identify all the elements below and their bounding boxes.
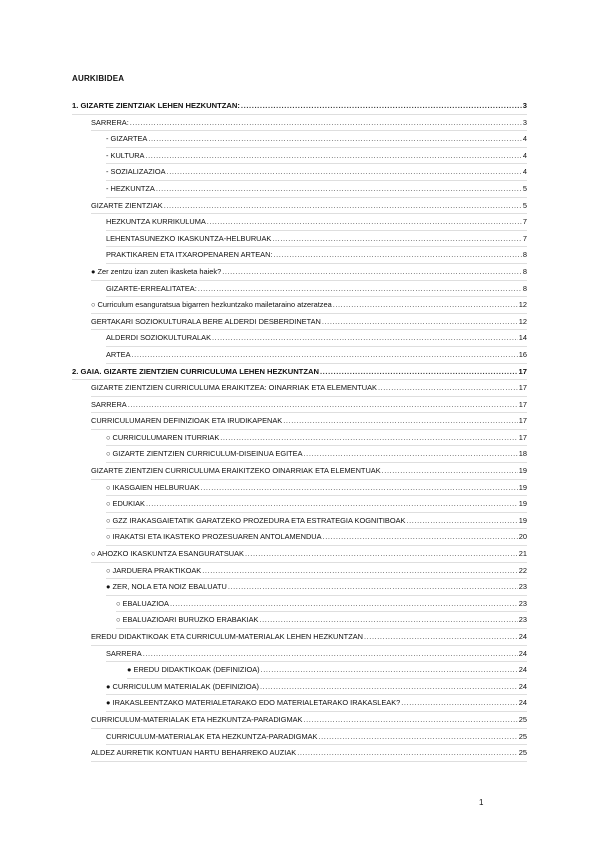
toc-dot-leader — [283, 413, 518, 430]
toc-entry-title: ● CURRICULUM MATERIALAK (DEFINIZIOA) — [106, 681, 259, 691]
toc-entry-page: 3 — [522, 101, 527, 110]
toc-dot-leader — [382, 463, 518, 480]
toc-entry[interactable] — [106, 529, 527, 546]
toc-dot-leader — [146, 496, 518, 513]
toc-entry-page: 7 — [522, 233, 527, 243]
toc-entry-page: 19 — [518, 466, 527, 476]
toc-entry[interactable] — [106, 729, 527, 746]
toc-entry[interactable] — [91, 198, 527, 215]
toc-entry-page: 24 — [518, 698, 527, 708]
toc-entry-page: 23 — [518, 598, 527, 608]
toc-entry-title: HEZKUNTZA KURRIKULUMA — [106, 217, 206, 227]
toc-entry-title: ○ EDUKIAK — [106, 499, 145, 509]
toc-entry-page: 3 — [522, 117, 527, 127]
toc-entry-page: 17 — [518, 399, 527, 409]
toc-entry-page: 17 — [518, 432, 527, 442]
toc-entry-title: 2. GAIA. GIZARTE ZIENTZIEN CURRICULUMA LEHEN HEZKUNTZAN — [72, 366, 319, 376]
toc-dot-leader — [228, 579, 518, 596]
toc-entry-title: ○ IKASGAIEN HELBURUAK — [106, 482, 200, 492]
toc-entry[interactable] — [106, 579, 527, 596]
toc-entry-page: 4 — [522, 150, 527, 160]
toc-dot-leader — [167, 164, 522, 181]
toc-entry-title: ● IRAKASLEENTZAKO MATERIALETARAKO EDO MATERIALETARAKO IRAKASLEAK? — [106, 698, 401, 708]
toc-entry-page: 17 — [518, 366, 527, 376]
toc-dot-leader — [323, 529, 518, 546]
toc-entry[interactable] — [106, 330, 527, 347]
toc-entry-page: 5 — [522, 200, 527, 210]
toc-entry[interactable] — [72, 98, 527, 115]
toc-dot-leader — [318, 729, 517, 746]
toc-entry-title: GIZARTE ZIENTZIAK — [91, 200, 163, 210]
toc-entry-title: EREDU DIDAKTIKOAK ETA CURRICULUM-MATERIALAK LEHEN HEZKUNTZAN — [91, 632, 363, 641]
toc-dot-leader — [378, 380, 518, 397]
toc-entry-title: LEHENTASUNEZKO IKASKUNTZA-HELBURUAK — [106, 233, 272, 243]
toc-entry[interactable] — [91, 314, 527, 331]
toc-dot-leader — [272, 231, 522, 248]
toc-entry[interactable] — [127, 662, 527, 679]
toc-entry-title: ALDERDI SOZIOKULTURALAK — [106, 333, 211, 343]
toc-dot-leader — [304, 446, 518, 463]
page-number: 1 — [479, 798, 484, 807]
toc-entry[interactable] — [106, 480, 527, 497]
toc-entry-page: 18 — [518, 449, 527, 459]
toc-dot-leader — [130, 115, 522, 132]
toc-entry[interactable] — [106, 430, 527, 447]
toc-entry[interactable] — [116, 596, 527, 613]
toc-entry-title: ● EREDU DIDAKTIKOAK (DEFINIZIOA) — [127, 665, 260, 675]
toc-title: AURKIBIDEA — [72, 74, 125, 83]
toc-entry-page: 17 — [518, 416, 527, 426]
toc-entry[interactable] — [106, 646, 527, 663]
toc-entry[interactable] — [91, 397, 527, 414]
toc-dot-leader — [401, 695, 517, 712]
toc-entry[interactable] — [106, 181, 527, 198]
toc-entry-title: ○ EBALUAZIOA — [116, 598, 169, 608]
table-of-contents — [0, 98, 600, 762]
toc-dot-leader — [245, 546, 518, 563]
toc-entry-page: 12 — [518, 300, 527, 310]
toc-entry-page: 8 — [522, 266, 527, 276]
toc-dot-leader — [320, 364, 518, 381]
toc-entry-title: - GIZARTEA — [106, 134, 148, 144]
toc-dot-leader — [202, 563, 518, 580]
toc-entry[interactable] — [91, 115, 527, 132]
toc-entry-title: SARRERA — [91, 399, 127, 409]
toc-dot-leader — [260, 679, 518, 696]
toc-entry-page: 21 — [518, 549, 527, 559]
toc-entry-title: ● ZER, NOLA ETA NOIZ EBALUATU — [106, 582, 227, 592]
toc-entry-page: 14 — [518, 333, 527, 343]
toc-entry-title: ○ EBALUAZIOARI BURUZKO ERABAKIAK — [116, 615, 259, 625]
toc-entry-page: 7 — [522, 217, 527, 227]
toc-entry[interactable] — [116, 612, 527, 629]
toc-entry-title: ARTEA — [106, 349, 131, 359]
toc-dot-leader — [148, 131, 522, 148]
toc-entry[interactable] — [106, 131, 527, 148]
toc-entry[interactable] — [106, 148, 527, 165]
toc-entry[interactable] — [91, 463, 527, 480]
toc-entry[interactable] — [106, 679, 527, 696]
toc-entry-page: 12 — [518, 316, 527, 326]
toc-dot-leader — [241, 98, 522, 115]
toc-entry-page: 25 — [518, 714, 527, 724]
toc-entry[interactable] — [106, 513, 527, 530]
toc-dot-leader — [364, 629, 518, 646]
toc-entry[interactable] — [106, 347, 527, 364]
toc-entry-page: 19 — [518, 499, 527, 509]
toc-dot-leader — [170, 596, 518, 613]
toc-entry-page: 23 — [518, 582, 527, 592]
toc-entry-title: CURRICULUMAREN DEFINIZIOAK ETA IRUDIKAPENAK — [91, 416, 283, 426]
toc-entry-title: ○ CURRICULUMAREN ITURRIAK — [106, 432, 220, 442]
toc-dot-leader — [145, 148, 521, 165]
toc-entry-title: GERTAKARI SOZIOKULTURALA BERE ALDERDI DESBERDINETAN — [91, 316, 321, 326]
toc-dot-leader — [333, 297, 518, 314]
toc-entry[interactable] — [106, 164, 527, 181]
toc-entry-title: - KULTURA — [106, 150, 145, 160]
toc-entry-page: 4 — [522, 134, 527, 144]
toc-entry-title: SARRERA: — [91, 117, 129, 127]
toc-entry-title: SARRERA — [106, 648, 142, 658]
toc-dot-leader — [212, 330, 518, 347]
toc-entry-page: 24 — [518, 681, 527, 691]
toc-entry[interactable] — [91, 745, 527, 762]
toc-dot-leader — [273, 247, 521, 264]
toc-entry[interactable] — [106, 496, 527, 513]
toc-entry-title: GIZARTE ZIENTZIEN CURRICULUMA ERAIKITZEA: OINARRIAK ETA ELEMENTUAK — [91, 383, 377, 393]
toc-dot-leader — [261, 662, 518, 679]
toc-dot-leader — [207, 214, 522, 231]
toc-entry-title: GIZARTE-ERREALITATEA: — [106, 283, 197, 293]
toc-entry-title: - HEZKUNTZA — [106, 183, 155, 193]
toc-dot-leader — [303, 712, 517, 729]
toc-entry-title: ● Zer zentzu izan zuten ikasketa haiek? — [91, 266, 222, 276]
toc-dot-leader — [198, 281, 522, 298]
toc-entry-page: 17 — [518, 383, 527, 393]
toc-entry-page: 5 — [522, 183, 527, 193]
toc-entry[interactable] — [106, 214, 527, 231]
toc-entry[interactable] — [91, 413, 527, 430]
toc-entry[interactable] — [91, 264, 527, 281]
toc-entry-page: 16 — [518, 349, 527, 359]
toc-entry-title: ○ GIZARTE ZIENTZIEN CURRICULUM-DISEINUA EGITEA — [106, 449, 303, 459]
toc-entry-page: 19 — [518, 482, 527, 492]
toc-entry[interactable] — [106, 247, 527, 264]
toc-dot-leader — [201, 480, 518, 497]
toc-dot-leader — [164, 198, 522, 215]
toc-entry[interactable] — [91, 546, 527, 563]
toc-dot-leader — [132, 347, 518, 364]
toc-dot-leader — [156, 181, 522, 198]
toc-entry-title: ○ AHOZKO IKASKUNTZA ESANGURATSUAK — [91, 549, 244, 559]
toc-entry-page: 25 — [518, 731, 527, 741]
toc-dot-leader — [143, 646, 518, 663]
toc-entry-title: PRAKTIKAREN ETA ITXAROPENAREN ARTEAN: — [106, 250, 273, 260]
toc-entry-title: - SOZIALIZAZIOA — [106, 167, 166, 177]
toc-entry-page: 8 — [522, 283, 527, 293]
toc-entry-page: 22 — [518, 565, 527, 575]
toc-entry-page: 23 — [518, 615, 527, 625]
toc-dot-leader — [222, 264, 522, 281]
toc-entry[interactable] — [91, 380, 527, 397]
toc-entry-title: 1. GIZARTE ZIENTZIAK LEHEN HEZKUNTZAN: — [72, 101, 240, 110]
toc-entry-page: 19 — [518, 515, 527, 525]
toc-entry-page: 24 — [518, 665, 527, 675]
toc-dot-leader — [406, 513, 517, 530]
toc-entry-title: CURRICULUM-MATERIALAK ETA HEZKUNTZA-PARADIGMAK — [106, 731, 318, 741]
toc-dot-leader — [297, 745, 518, 762]
toc-entry-title: ○ Curriculum esanguratsua bigarren hezkuntzako mailetaraino atzeratzea — [91, 300, 332, 310]
toc-entry[interactable] — [91, 297, 527, 314]
toc-entry[interactable] — [106, 563, 527, 580]
toc-entry[interactable] — [106, 281, 527, 298]
toc-entry[interactable] — [91, 629, 527, 646]
toc-entry-page: 4 — [522, 167, 527, 177]
toc-dot-leader — [259, 612, 517, 629]
toc-entry-title: ○ GZZ IRAKASGAIETATIK GARATZEKO PROZEDURA ETA ESTRATEGIA KOGNITIBOAK — [106, 515, 406, 525]
toc-entry[interactable] — [72, 364, 527, 381]
toc-dot-leader — [220, 430, 517, 447]
toc-entry-page: 25 — [518, 748, 527, 758]
toc-entry-title: GIZARTE ZIENTZIEN CURRICULUMA ERAIKITZEKO OINARRIAK ETA ELEMENTUAK — [91, 466, 381, 476]
toc-entry-title: ALDEZ AURRETIK KONTUAN HARTU BEHARREKO AUZIAK — [91, 748, 297, 758]
toc-entry[interactable] — [106, 231, 527, 248]
toc-entry-title: CURRICULUM-MATERIALAK ETA HEZKUNTZA-PARADIGMAK — [91, 714, 303, 724]
toc-entry-page: 20 — [518, 532, 527, 542]
toc-entry-page: 24 — [518, 648, 527, 658]
toc-entry[interactable] — [91, 712, 527, 729]
toc-dot-leader — [128, 397, 518, 414]
toc-dot-leader — [322, 314, 518, 331]
toc-entry-page: 24 — [518, 632, 527, 641]
toc-entry[interactable] — [106, 446, 527, 463]
toc-entry-title: ○ JARDUERA PRAKTIKOAK — [106, 565, 202, 575]
toc-entry-title: ○ IRAKATSI ETA IKASTEKO PROZESUAREN ANTOLAMENDUA — [106, 532, 322, 542]
toc-entry-page: 8 — [522, 250, 527, 260]
toc-entry[interactable] — [106, 695, 527, 712]
